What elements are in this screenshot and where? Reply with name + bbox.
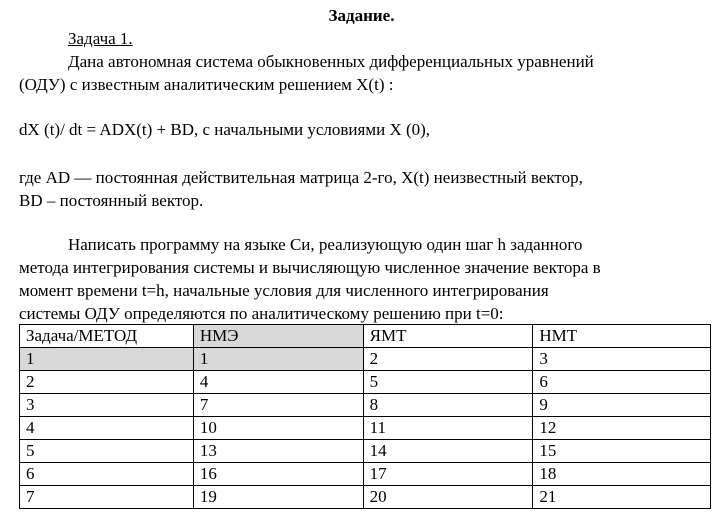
page-title: Задание. — [328, 6, 395, 25]
table-cell: 20 — [363, 486, 533, 509]
table-cell: 1 — [20, 348, 194, 371]
header-cell-nme: НМЭ — [193, 325, 363, 348]
table-cell: 2 — [363, 348, 533, 371]
intro-line-2: (ОДУ) с известным аналитическим решением X(t) : — [19, 75, 394, 94]
task-heading: Задача 1. — [68, 29, 133, 48]
table-cell: 16 — [193, 463, 363, 486]
table-header-row — [20, 325, 711, 348]
table-row — [20, 371, 711, 394]
table-row — [20, 440, 711, 463]
table-cell: 5 — [363, 371, 533, 394]
equation-line: dX (t)/ dt = ADX(t) + BD, с начальными условиями X (0), — [19, 120, 431, 139]
table-cell: 13 — [193, 440, 363, 463]
table-cell: 19 — [193, 486, 363, 509]
table-cell: 8 — [363, 394, 533, 417]
methods-table — [19, 324, 711, 509]
table-cell: 3 — [533, 348, 711, 371]
table-cell: 12 — [533, 417, 711, 440]
table-cell: 21 — [533, 486, 711, 509]
where-line-1: где AD — постоянная действительная матрица 2-го, X(t) неизвестный вектор, — [19, 168, 583, 187]
table-row — [20, 394, 711, 417]
table-cell: 9 — [533, 394, 711, 417]
task-text-line-2: метода интегрирования системы и вычисляющую численное значение вектора в — [19, 258, 601, 277]
header-cell-nmt: НМТ — [533, 325, 711, 348]
table-row — [20, 417, 711, 440]
table-cell: 5 — [20, 440, 194, 463]
table-cell: 11 — [363, 417, 533, 440]
table-cell: 4 — [20, 417, 194, 440]
table-cell: 1 — [193, 348, 363, 371]
table-cell: 7 — [193, 394, 363, 417]
where-line-2: BD – постоянный вектор. — [19, 191, 204, 210]
header-cell-task: Задача/МЕТОД — [20, 325, 194, 348]
table-row — [20, 486, 711, 509]
intro-line-1: Дана автономная система обыкновенных дифференциальных уравнений — [68, 52, 594, 71]
task-text-line-1: Написать программу на языке Си, реализующую один шаг h заданного — [68, 235, 583, 254]
task-text-line-4: системы ОДУ определяются по аналитическому решению при t=0: — [19, 304, 504, 323]
table-cell: 18 — [533, 463, 711, 486]
table-cell: 17 — [363, 463, 533, 486]
table-cell: 10 — [193, 417, 363, 440]
header-cell-ymt: ЯМТ — [363, 325, 533, 348]
table-cell: 7 — [20, 486, 194, 509]
table-cell: 6 — [20, 463, 194, 486]
table-cell: 2 — [20, 371, 194, 394]
table-cell: 15 — [533, 440, 711, 463]
table-row — [20, 348, 711, 371]
task-text-line-3: момент времени t=h, начальные условия для численного интегрирования — [19, 281, 549, 300]
table-cell: 14 — [363, 440, 533, 463]
table-row — [20, 463, 711, 486]
table-cell: 3 — [20, 394, 194, 417]
table-cell: 6 — [533, 371, 711, 394]
table-cell: 4 — [193, 371, 363, 394]
